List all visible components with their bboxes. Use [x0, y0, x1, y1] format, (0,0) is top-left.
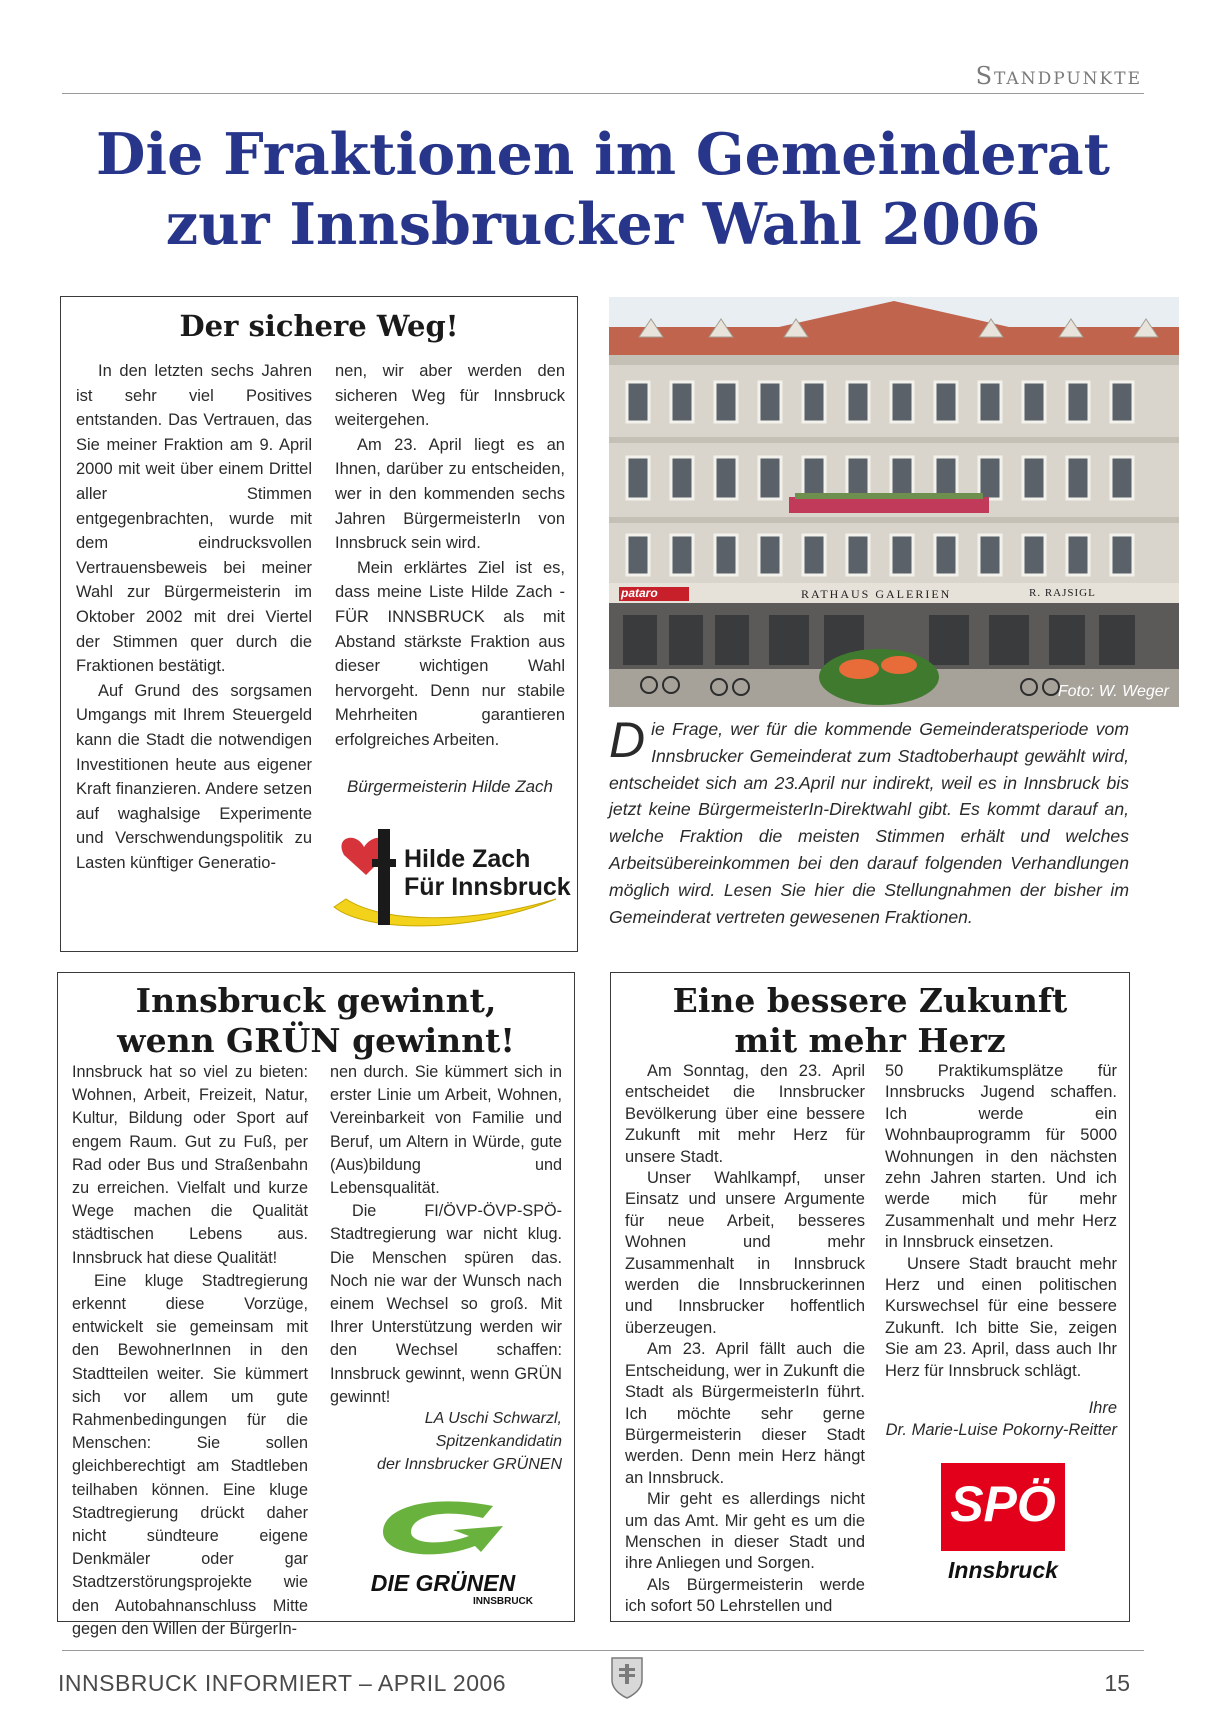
article-title	[58, 981, 574, 1061]
shop-sign-right: R. RAJSIGL	[1029, 587, 1096, 599]
article-hilde-zach	[60, 296, 578, 952]
signature	[330, 1407, 562, 1476]
article-title: Der sichere Weg!	[179, 309, 459, 343]
article-column-1	[625, 1061, 865, 1618]
page-number: 15	[1104, 1670, 1130, 1696]
signature-line-3: der Innsbrucker GRÜNEN	[377, 1456, 562, 1473]
article-spoe	[610, 972, 1130, 1622]
shop-sign-left: pataro	[621, 586, 658, 600]
shop-sign-center: RATHAUS GALERIEN	[801, 587, 952, 601]
spoe-logo-subtext: Innsbruck	[948, 1557, 1058, 1583]
paragraph: Am Sonntag, den 23. April entscheidet die Innsbrucker Bevölkerung über eine bessere Zukunft mit mehr Herz für unsere Stadt.	[625, 1062, 865, 1166]
logo-text-1: Hilde Zach	[404, 845, 531, 873]
paragraph: Am 23. April liegt es an Ihnen, darüber zu entscheiden, wer in den kommenden sechs Jahren BürgermeisterIn von Innsbruck sein wird.	[335, 435, 565, 553]
paragraph: In den letzten sechs Jahren ist sehr viel Positives entstanden. Das Vertrauen, das Sie meiner Fraktion am 9. April 2000 mit weit über einem Drittel aller Stimmen entgegenbrachten, wurde mit dem eindrucksvollen Vertrauensbeweis bei meiner Wahl zur Bürgermeisterin im Oktober 2002 mit drei Viertel der Stimmen quer durch die Fraktionen bestätigt.	[76, 362, 312, 676]
paragraph: Die FI/ÖVP-ÖVP-SPÖ-Stadtregierung war nicht klug. Die Menschen spüren das. Noch nie war der Wunsch nach einem Wechsel so groß. Mit Ihrer Unterstützung werden wir den Wechsel schaffen: Innsbruck gewinnt, wenn GRÜN gewinnt!	[330, 1202, 562, 1406]
paragraph: Als Bürgermeisterin werde ich sofort 50 Lehrstellen und	[625, 1575, 865, 1616]
rathaus-galerien-photo	[609, 297, 1179, 707]
paragraph: Am 23. April fällt auch die Entscheidung, wer in Zukunft die Stadt als BürgermeisterIn führt. Ich möchte sehr gerne Bürgermeisterin dieser Stadt werden. Denn mein Herz hängt an Innsbruck.	[625, 1340, 865, 1487]
paragraph: Mir geht es allerdings nicht um das Amt. Mir geht es um die Menschen in dieser Stadt und ihre Anliegen und Sorgen.	[625, 1490, 865, 1573]
article-column-2	[335, 359, 565, 753]
gruene-logo-text: DIE GRÜNEN	[370, 1570, 516, 1596]
logo-text-2: Für Innsbruck	[404, 873, 571, 901]
page-title	[60, 120, 1146, 260]
title-line-2: wenn GRÜN gewinnt!	[117, 1021, 515, 1060]
article-column-1	[76, 359, 312, 939]
paragraph: nen, wir aber werden den sicheren Weg für Innsbruck weitergehen.	[335, 362, 565, 430]
header-rule	[62, 93, 1144, 94]
title-line-1: Eine bessere Zukunft	[672, 981, 1068, 1020]
paragraph: Auf Grund des sorgsamen Umgangs mit Ihrem Steuergeld kann die Stadt die notwendigen Investitionen heute aus eigener Kraft finanzieren. Andere setzen auf waghalsige Experimente und Verschwendungspolitik zu Lasten künftiger Generatio-	[76, 681, 312, 872]
signature	[885, 1397, 1117, 1441]
gruene-swoosh-icon	[343, 1488, 543, 1568]
paragraph: 50 Praktikumsplätze für Innsbrucks Jugend schaffen. Ich werde ein Wohnbauprogramm für 5000 Wohnungen in den nächsten zehn Jahren starten. Und ich werde mich für mehr Zusammenhalt und mehr Herz in Innsbruck einsetzen.	[885, 1062, 1117, 1252]
paragraph: Unser Wahlkampf, unser Einsatz und unsere Argumente für neue Arbeit, besseres Wohnen und mehr Zusammenhalt in Innsbruck werden die Innsbruckerinnen und Innsbrucker hoffentlich überzeugen.	[625, 1169, 865, 1337]
spoe-logo	[941, 1463, 1065, 1587]
gruene-logo-subtext: INNSBRUCK	[473, 1596, 533, 1607]
paragraph: Mein erklärtes Ziel ist es, dass meine Liste Hilde Zach - FÜR INNSBRUCK als mit Abstand stärkste Fraktion aus dieser wichtigen Wahl hervorgeht. Denn nur stabile Mehrheiten garantieren erfolgreiches Arbeiten.	[335, 558, 565, 749]
hilde-zach-logo	[326, 807, 571, 932]
title-line-1: Innsbruck gewinnt,	[135, 981, 497, 1020]
signature-line-2: Spitzenkandidatin	[435, 1433, 562, 1450]
article-title	[611, 981, 1129, 1061]
publication-name: INNSBRUCK INFORMIERT – APRIL 2006	[58, 1670, 507, 1696]
section-label: Standpunkte	[975, 62, 1142, 90]
signature: Bürgermeisterin Hilde Zach	[347, 777, 553, 796]
signature-line-1: Ihre	[1088, 1399, 1117, 1417]
signature-line-2: Dr. Marie-Luise Pokorny-Reitter	[885, 1421, 1117, 1439]
innsbruck-crest-icon	[610, 1656, 644, 1700]
title-line-1: Die Fraktionen im Gemeinderat	[96, 121, 1110, 188]
paragraph: Unsere Stadt braucht mehr Herz und einen politischen Kurswechsel für eine bessere Zukunft. Ich bitte Sie, zeigen Sie am 23. April, dass auch Ihr Herz für Innsbruck schlägt.	[885, 1254, 1117, 1380]
article-gruene	[57, 972, 575, 1638]
paragraph: Innsbruck hat so viel zu bieten: Wohnen, Arbeit, Freizeit, Natur, Kultur, Bildung oder Sport auf engem Raum. Gut zu Fuß, per Rad oder Bus und Straßenbahn zu erreichen. Vielfalt und kurze Wege machen die Qualität städtischen Lebens aus. Innsbruck hat diese Qualität!	[72, 1063, 308, 1267]
title-line-2: mit mehr Herz	[734, 1021, 1006, 1060]
intro-paragraph: ie Frage, wer für die kommende Gemeinderatsperiode vom Innsbrucker Gemeinderat zum Stadtoberhaupt gewählt wird, entscheidet sich am 23.April nur indirekt, weil es in Innsbruck bis jetzt keine BürgermeisterIn-Direktwahl gibt. Es kommt darauf an, welche Fraktion die meisten Stimmen erhält und welches Arbeitsübereinkommen bei den darauf folgenden Verhandlungen möglich wird. Lesen Sie hier die Stellungnahmen der bisher im Gemeinderat vertreten gewesenen Fraktionen.	[609, 719, 1129, 927]
article-column-1	[72, 1061, 308, 1641]
building-photo-illustration	[609, 297, 1179, 707]
sign-rathaus: RATHAUS	[801, 587, 871, 601]
article-column-2	[885, 1061, 1117, 1382]
photo-credit: Foto: W. Weger	[1057, 683, 1169, 700]
sign-galerien: ALERIEN	[886, 587, 952, 601]
footer-rule	[62, 1650, 1144, 1651]
spoe-logo-text: SPÖ	[950, 1476, 1056, 1532]
intro-text	[609, 712, 1129, 930]
gruene-logo	[343, 1488, 543, 1608]
paragraph: nen durch. Sie kümmert sich in erster Linie um Arbeit, Wohnen, Vereinbarkeit von Familie und Beruf, um Altern in Würde, gute (Aus)bildung und Lebensqualität.	[330, 1063, 562, 1198]
title-line-2: zur Innsbrucker Wahl 2006	[165, 191, 1041, 258]
drop-cap: D	[609, 712, 646, 768]
article-column-2	[330, 1061, 562, 1409]
signature-line-1: LA Uschi Schwarzl,	[424, 1410, 562, 1427]
paragraph: Eine kluge Stadtregierung erkennt diese Vorzüge, entwickelt sie gemeinsam mit den BewohnerInnen in den Stadtteilen weiter. Sie kümmert sich vor allem um gute Rahmenbedingungen für die Menschen: Sie sollen gleichberechtigt am Stadtleben teilhaben können. Eine kluge Stadtregierung drückt daher nicht sündteure eigene Denkmäler oder gar Stadtzerstörungsprojekte wie den Autobahnanschluss Mitte gegen den Willen der BürgerIn-	[72, 1271, 308, 1638]
